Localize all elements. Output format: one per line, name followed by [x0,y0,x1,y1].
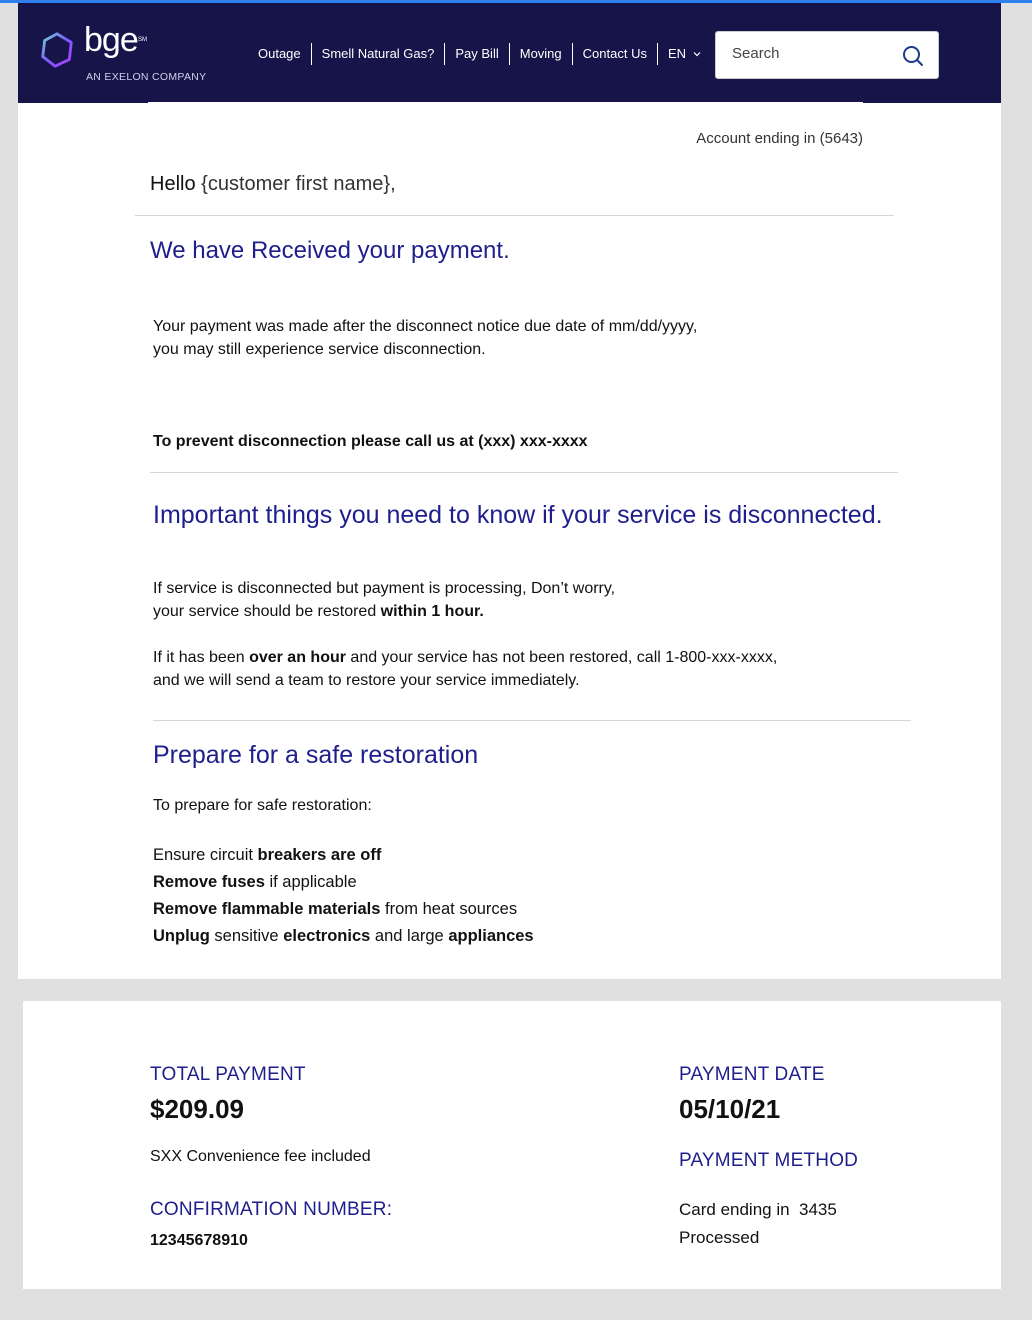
convenience-fee-note: SXX Convenience fee included [150,1148,371,1165]
list-item [153,871,357,894]
emphasis-text: over an hour [249,649,346,666]
list-item [153,925,534,948]
nav-outage[interactable]: Outage [248,43,312,65]
restoration-intro: To prepare for safe restoration: [153,797,372,814]
nav-contact-us[interactable]: Contact Us [573,43,658,65]
bge-logo[interactable] [38,21,218,87]
chevron-down-icon [692,49,702,59]
important-heading: Important things you need to know if your service is disconnected. [153,501,883,529]
main-nav [248,43,712,65]
emphasis-text: Remove fuses [153,873,265,891]
text-segment: and large [370,927,449,945]
important-p2-line1 [153,646,777,669]
emphasis-text: Remove flammable materials [153,900,381,918]
list-item [153,898,517,921]
important-p1-line2 [153,600,484,623]
nav-pay-bill[interactable]: Pay Bill [445,43,509,65]
divider [150,472,898,473]
list-item [153,844,381,867]
text-segment: Ensure circuit [153,846,258,864]
emphasis-text: electronics [283,927,371,945]
search-input[interactable] [730,44,894,63]
emphasis-text: appliances [448,927,534,945]
text-segment: your service should be restored [153,603,381,620]
payment-status: Processed [679,1228,760,1247]
important-p1-line1: If service is disconnected but payment is processing, Don’t worry, [153,580,616,597]
text-segment: sensitive [209,927,284,945]
divider [135,215,894,216]
restoration-heading: Prepare for a safe restoration [153,741,479,769]
emphasis-text: breakers are off [257,846,382,864]
brand-trademark: SM [138,37,147,43]
nav-smell-natural-gas[interactable]: Smell Natural Gas? [312,43,446,65]
emphasis-text: Unplug [153,927,210,945]
search-icon[interactable] [902,45,924,67]
text-segment: If it has been [153,649,250,666]
text-segment: from heat sources [380,900,518,918]
brand-tagline: AN EXELON COMPANY [86,71,207,83]
greeting [150,173,396,196]
language-selector[interactable] [658,43,712,65]
search-box [715,31,939,79]
greeting-name: {customer first name}, [201,173,396,195]
prevent-disconnection-text: To prevent disconnection please call us at (xxx) xxx-xxxx [153,433,588,450]
greeting-hello: Hello [150,173,202,195]
brand-name: bge [84,21,138,59]
divider [153,720,911,721]
received-line-2: you may still experience service disconnection. [153,341,486,358]
payment-summary-card [23,1001,1001,1289]
important-p2-line2: and we will send a team to restore your service immediately. [153,672,580,689]
message-card [18,103,1001,979]
payment-method-value: Card ending in 3435 [679,1200,837,1219]
payment-method-label: PAYMENT METHOD [679,1150,859,1171]
emphasis-text: within 1 hour. [380,603,484,620]
received-heading: We have Received your payment. [150,237,510,264]
account-ending: Account ending in (5643) [696,130,863,147]
total-payment-label: TOTAL PAYMENT [150,1064,306,1085]
payment-date-value: 05/10/21 [679,1094,781,1124]
total-payment-value: $209.09 [150,1094,244,1124]
confirmation-number-label: CONFIRMATION NUMBER: [150,1199,393,1220]
site-header [18,3,1001,103]
language-label: EN [667,46,687,61]
payment-date-label: PAYMENT DATE [679,1064,825,1085]
text-segment: if applicable [264,873,357,891]
nav-moving[interactable]: Moving [510,43,573,65]
received-line-1: Your payment was made after the disconnect notice due date of mm/dd/yyyy, [153,318,698,335]
bge-logo-mark-icon [38,31,76,69]
confirmation-number-value: 12345678910 [150,1232,248,1249]
text-segment: and your service has not been restored, call 1-800-xxx-xxxx, [345,649,778,666]
